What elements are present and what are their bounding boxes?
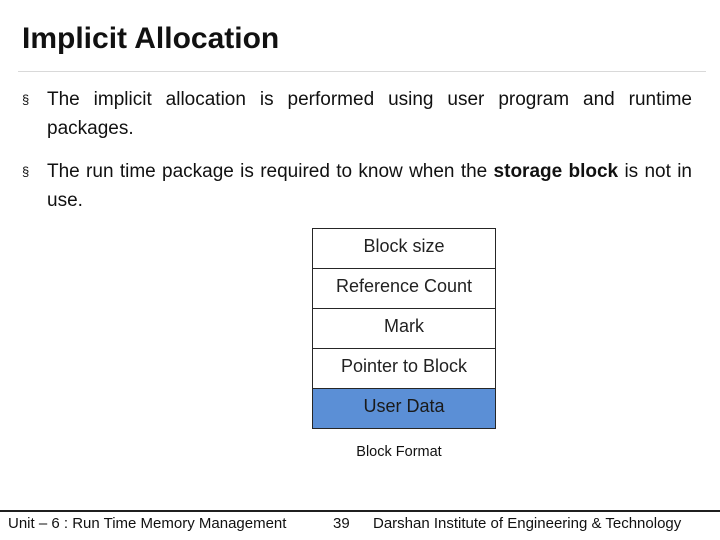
bullet-text-1: The implicit allocation is performed using user program and runtime packages.	[47, 89, 692, 139]
field-mark: Mark	[312, 308, 496, 349]
bullet-text-2	[22, 157, 692, 215]
square-bullet-icon: §	[22, 164, 30, 179]
title-divider	[18, 71, 706, 72]
footer-unit: Unit – 6 : Run Time Memory Management	[8, 515, 287, 532]
field-pointer-to-block: Pointer to Block	[312, 348, 496, 389]
bullet-item-2	[22, 157, 692, 215]
slide-footer	[0, 510, 720, 540]
bullet-item-1	[22, 85, 692, 143]
footer-page-number: 39	[333, 515, 350, 532]
bullet-text-2-start: The run time package is required to know when the	[47, 161, 494, 182]
footer-institute: Darshan Institute of Engineering & Technology	[373, 515, 682, 532]
bullet-text-2-end: is not in use.	[47, 161, 692, 211]
bullet-text-2-bold: storage block	[493, 161, 619, 182]
square-bullet-icon: §	[22, 92, 30, 107]
field-reference-count: Reference Count	[312, 268, 496, 309]
field-block-size: Block size	[312, 228, 496, 269]
slide-title: Implicit Allocation	[22, 22, 280, 55]
diagram-caption: Block Format	[356, 444, 442, 460]
block-format-diagram	[312, 228, 496, 429]
field-user-data: User Data	[312, 388, 496, 429]
footer-divider	[0, 510, 720, 512]
